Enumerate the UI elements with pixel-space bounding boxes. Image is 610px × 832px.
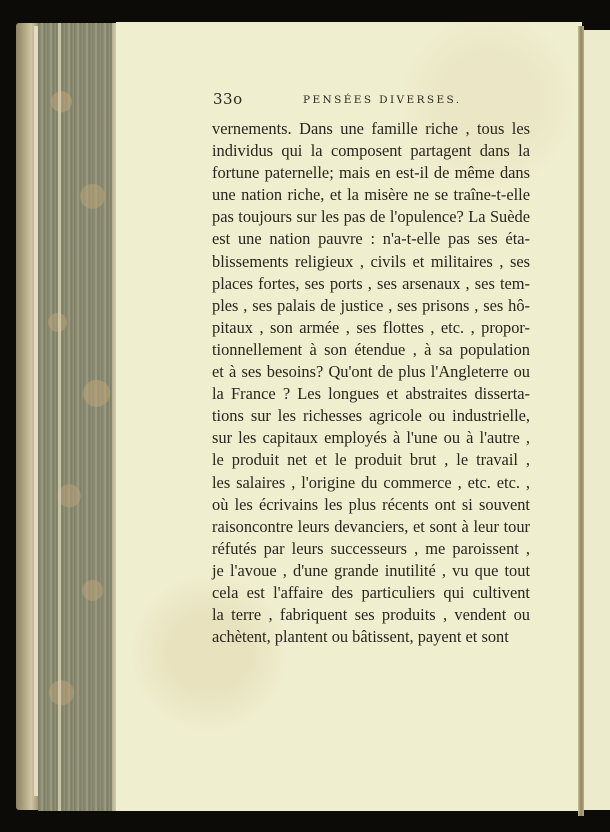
right-page-sliver [584, 30, 610, 810]
text-line: le produit net et le produit brut , le travail , [212, 450, 530, 470]
text-line: réfutés par leurs successeurs , me paroissent , [212, 538, 530, 558]
text-line: achètent, plantent ou bâtissent, payent et sont [212, 627, 509, 647]
running-title: PENSÉES DIVERSES. [303, 94, 462, 106]
text-line: et à ses besoins? Qu'ont de plus l'Angleterre ou [212, 362, 530, 382]
text-line: pitaux , son armée , ses flottes , etc. , propor- [212, 317, 530, 337]
page-stack-divider [58, 23, 61, 811]
text-line: tionnellement à son étendue , à sa population [212, 339, 530, 359]
text-line: les salaires , l'origine du commerce , etc. etc. , [212, 472, 530, 492]
text-line: places fortes, ses ports , ses arsenaux , ses tem- [212, 273, 530, 293]
text-line: blissements religieux , civils et militaires , ses [212, 251, 530, 271]
text-line: fortune paternelle; mais en est-il de même dans [212, 163, 530, 183]
text-line: pas toujours sur les pas de l'opulence? La Suède [212, 207, 530, 227]
text-line: ples , ses palais de justice , ses prisons , ses hô- [212, 295, 530, 315]
page-number: 33o [213, 90, 243, 108]
text-line: est une nation pauvre : n'a-t-elle pas ses éta- [212, 229, 530, 249]
marbled-page-edges [38, 23, 116, 811]
text-line: où les écrivains les plus récents ont si souvent [212, 494, 530, 514]
text-line: une nation riche, et la misère ne se traîne-t-elle [212, 185, 530, 205]
text-line: tions sur les richesses agricole ou industrielle, [212, 406, 530, 426]
text-line: la terre , fabriquent ses produits , vendent ou [212, 605, 530, 625]
text-line: sur les capitaux employés à l'une ou à l'autre , [212, 428, 530, 448]
text-line: raisoncontre leurs devanciers, et sont à leur tour [212, 516, 530, 536]
text-line: la France ? Les longues et abstraites disserta- [212, 384, 530, 404]
text-line: individus qui la composent partagent dans la [212, 141, 530, 161]
text-line: vernements. Dans une famille riche , tous les [212, 119, 530, 138]
text-line: cela est l'affaire des particuliers qui cultivent [212, 582, 530, 602]
page-header [213, 90, 533, 110]
text-line: je l'avoue , d'une grande inutilité , vu que tout [212, 560, 530, 580]
body-text [212, 118, 530, 648]
